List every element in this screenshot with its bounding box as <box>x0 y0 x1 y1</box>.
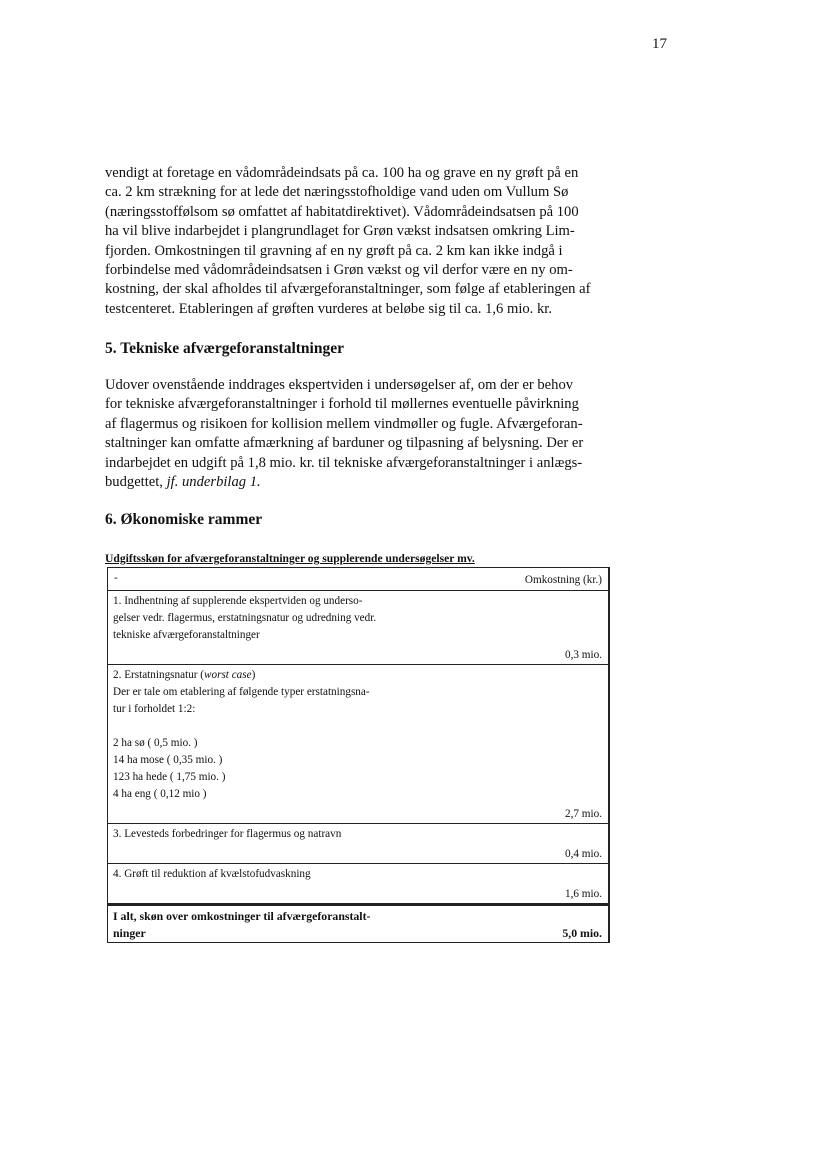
row-item: 123 ha hede ( 1,75 mio. ) <box>113 771 226 783</box>
row-title-text: 2. Erstatningsnatur ( <box>113 669 205 681</box>
row-text: Der er tale om etablering af følgende typer erstatningsna- <box>113 686 370 698</box>
text-line: for tekniske afværgeforanstaltninger i forhold til møllernes eventuelle påvirkning <box>105 396 579 413</box>
text-line: af flagermus og risikoen for kollision mellem vindmøller og fugle. Afværgeforan- <box>105 415 583 432</box>
row-item: 4 ha eng ( 0,12 mio ) <box>113 788 207 800</box>
row-text: gelser vedr. flagermus, erstatningsnatur og udredning vedr. <box>113 612 377 624</box>
row-title-end: ) <box>251 669 256 681</box>
page-number: 17 <box>652 36 667 52</box>
row-title-italic: worst case <box>204 669 252 681</box>
text-line <box>105 473 645 492</box>
header-marker: - <box>114 572 118 584</box>
table-header <box>108 567 608 591</box>
table-row <box>108 824 608 864</box>
row-title <box>113 667 602 684</box>
text-line: vendigt at foretage en vådområdeindsats på ca. 100 ha og grave en ny grøft på en <box>105 165 579 181</box>
row-text: tur i forholdet 1:2: <box>113 703 196 715</box>
text-line: Udover ovenstående inddrages ekspertviden i undersøgelser af, om der er behov <box>105 377 574 393</box>
text-line: ca. 2 km strækning for at lede det næringsstofholdige vand uden om Vullum Sø <box>105 184 569 201</box>
row-amount: 1,6 mio. <box>565 888 602 900</box>
row-text: 4. Grøft til reduktion af kvælstofudvaskning <box>113 868 311 880</box>
row-text: 1. Indhentning af supplerende ekspertviden og underso- <box>113 595 363 607</box>
row-text: tekniske afværgeforanstaltninger <box>113 629 260 641</box>
table-row <box>108 665 608 824</box>
total-label: ninger <box>113 926 146 940</box>
row-text: 3. Levesteds forbedringer for flagermus og natravn <box>113 828 342 840</box>
text-line: indarbejdet en udgift på 1,8 mio. kr. til tekniske afværgeforanstaltninger i anlægs- <box>105 454 583 471</box>
row-amount: 0,4 mio. <box>565 848 602 860</box>
total-label: I alt, skøn over omkostninger til afværgeforanstalt- <box>113 909 371 923</box>
text-line: fjorden. Omkostningen til gravning af en ny grøft på ca. 2 km kan ikke indgå i <box>105 242 563 259</box>
row-spacer <box>113 718 602 735</box>
row-amount: 2,7 mio. <box>565 808 602 820</box>
table-caption: Udgiftsskøn for afværgeforanstaltninger og supplerende undersøgelser mv. <box>105 552 475 565</box>
paragraph-1 <box>105 164 645 319</box>
row-item: 2 ha sø ( 0,5 mio. ) <box>113 737 198 749</box>
cost-table <box>107 567 610 943</box>
text-line: (næringsstoffølsom sø omfattet af habitatdirektivet). Vådområdeindsatsen på 100 <box>105 203 579 220</box>
total-amount: 5,0 mio. <box>562 926 602 940</box>
table-row <box>108 591 608 665</box>
row-item: 14 ha mose ( 0,35 mio. ) <box>113 754 223 766</box>
section-heading-6: 6. Økonomiske rammer <box>105 511 263 528</box>
text-line: ha vil blive indarbejdet i plangrundlaget for Grøn vækst indsatsen omkring Lim- <box>105 223 575 240</box>
text-line: forbindelse med vådområdeindsatsen i Grøn vækst og vil derfor være en ny om- <box>105 262 573 279</box>
text-fragment: budgettet, <box>105 474 167 491</box>
text-line: kostning, der skal afholdes til afværgeforanstaltninger, som følge af etableringen af <box>105 281 591 298</box>
table-total-row <box>108 904 608 942</box>
text-line: staltninger kan omfatte afmærkning af barduner og tilpasning af belysning. Der er <box>105 435 584 452</box>
column-header-cost: Omkostning (kr.) <box>524 574 602 586</box>
paragraph-2 <box>105 376 645 492</box>
text-line: testcenteret. Etableringen af grøften vurderes at beløbe sig til ca. 1,6 mio. kr. <box>105 300 552 317</box>
table-row <box>108 864 608 904</box>
row-amount: 0,3 mio. <box>565 649 602 661</box>
section-heading-5: 5. Tekniske afværgeforanstaltninger <box>105 340 344 357</box>
reference-italic: jf. underbilag 1. <box>166 474 261 491</box>
